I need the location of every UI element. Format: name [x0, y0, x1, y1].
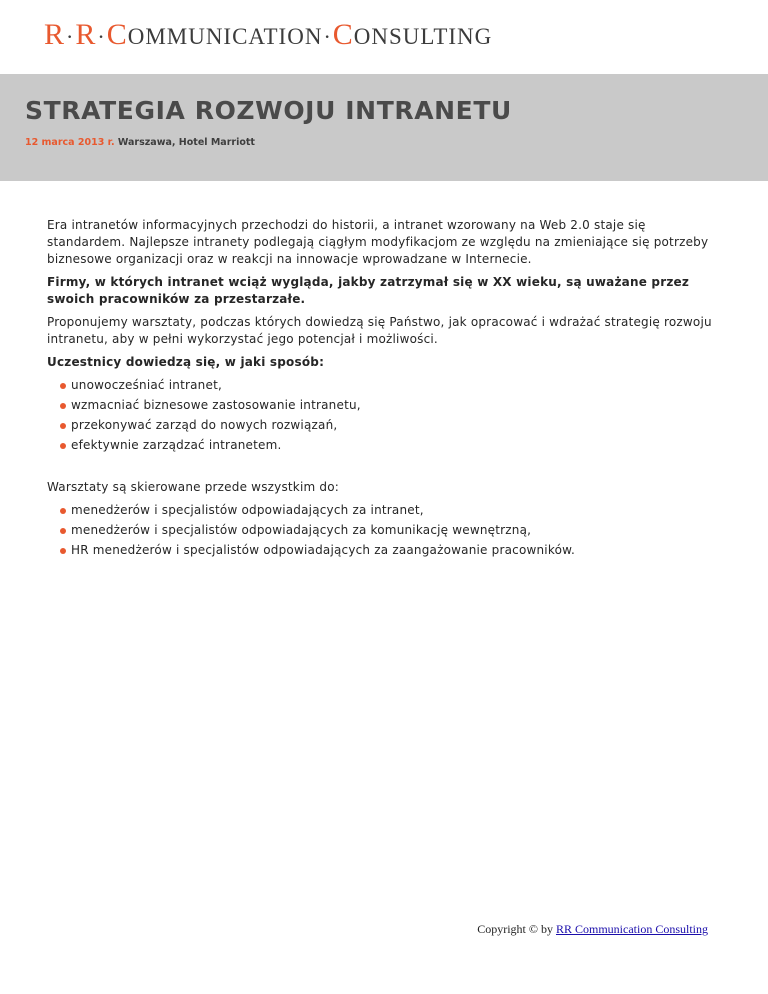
event-date: 12 marca 2013 r.	[25, 137, 115, 148]
list-item	[60, 417, 717, 434]
list-item	[60, 437, 717, 454]
logo-dot: ·	[323, 24, 332, 49]
list-item-text: wzmacniać biznesowe zastosowanie intranetu,	[71, 398, 361, 412]
list-item	[60, 502, 717, 519]
document-body	[47, 217, 717, 562]
company-logo	[44, 18, 492, 58]
bullet-icon	[60, 383, 66, 389]
logo-word-consulting: ONSULTING	[353, 24, 493, 49]
page-title: STRATEGIA ROZWOJU INTRANETU	[25, 96, 512, 125]
copyright-footer	[477, 922, 708, 937]
copyright-text: Copyright © by	[477, 922, 553, 936]
proposal-paragraph: Proponujemy warsztaty, podczas których dowiedzą się Państwo, jak opracować i wdrażać strategię rozwoju intranetu, aby w pełni wykorzystać jego potencjał i możliwości.	[47, 315, 712, 346]
list-item-text: menedżerów i specjalistów odpowiadających za intranet,	[71, 503, 424, 517]
emphasis-paragraph: Firmy, w których intranet wciąż wygląda, jakby zatrzymał się w XX wieku, są uważane przez swoich pracowników za przestarzałe.	[47, 275, 690, 306]
logo-letter-c1: C	[106, 18, 128, 51]
title-banner	[0, 74, 768, 181]
list-item-text: przekonywać zarząd do nowych rozwiązań,	[71, 418, 338, 432]
section-spacer	[47, 457, 717, 479]
logo-letter-r1: R	[44, 18, 66, 51]
learn-heading: Uczestnicy dowiedzą się, w jaki sposób:	[47, 355, 325, 369]
event-details	[25, 137, 255, 148]
list-item	[60, 397, 717, 414]
list-item-text: menedżerów i specjalistów odpowiadających za komunikację wewnętrzną,	[71, 523, 532, 537]
logo-letter-r2: R	[75, 18, 97, 51]
bullet-icon	[60, 403, 66, 409]
bullet-icon	[60, 528, 66, 534]
list-item-text: HR menedżerów i specjalistów odpowiadających za zaangażowanie pracowników.	[71, 543, 576, 557]
event-location: Warszawa, Hotel Marriott	[117, 137, 255, 148]
learn-list	[47, 377, 717, 454]
audience-heading: Warsztaty są skierowane przede wszystkim do:	[47, 480, 339, 494]
audience-list	[47, 502, 717, 559]
logo-dot: ·	[97, 24, 106, 49]
list-item	[60, 377, 717, 394]
list-item	[60, 542, 717, 559]
list-item	[60, 522, 717, 539]
logo-dot: ·	[66, 24, 75, 49]
bullet-icon	[60, 443, 66, 449]
company-link[interactable]: RR Communication Consulting	[555, 922, 708, 936]
intro-paragraph: Era intranetów informacyjnych przechodzi do historii, a intranet wzorowany na Web 2.0 staje się standardem. Najlepsze intranety podlegają ciągłym modyfikacjom ze względu na zmieniające się potrzeby biznesowe organizacji oraz w reakcji na innowacje wprowadzane w Internecie.	[47, 218, 709, 266]
logo-letter-c2: C	[332, 18, 354, 51]
bullet-icon	[60, 423, 66, 429]
bullet-icon	[60, 508, 66, 514]
bullet-icon	[60, 548, 66, 554]
logo-word-communication: OMMUNICATION	[127, 24, 323, 49]
list-item-text: unowocześniać intranet,	[71, 378, 222, 392]
list-item-text: efektywnie zarządzać intranetem.	[71, 438, 282, 452]
